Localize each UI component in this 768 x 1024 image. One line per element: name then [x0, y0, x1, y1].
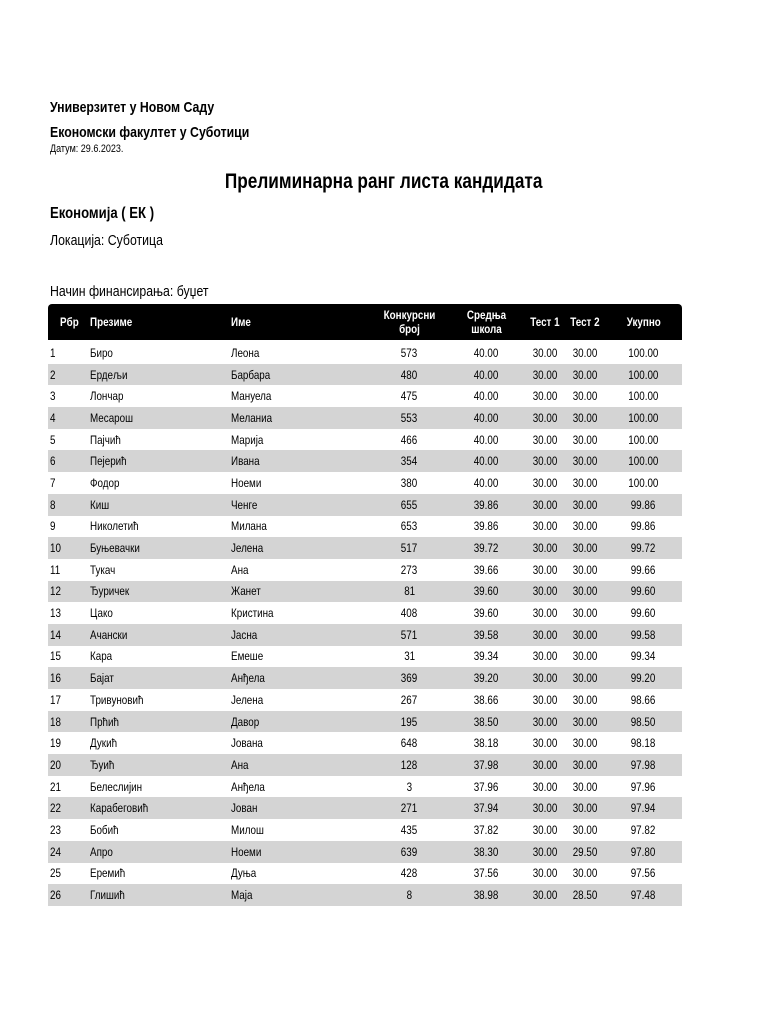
col-header-application-number: Конкурсни број	[371, 304, 448, 340]
cell-surname: Цако	[90, 606, 113, 621]
study-program: Економија ( ЕК )	[50, 205, 155, 222]
cell-surname: Еремић	[90, 866, 126, 881]
table-row	[48, 385, 682, 407]
cell-application-number: 369	[371, 667, 448, 689]
cell-high-school: 37.82	[474, 822, 499, 837]
cell-total: 99.60	[605, 581, 682, 603]
cell-name: Меланиа	[231, 407, 371, 429]
cell-name: Леона	[231, 345, 260, 360]
cell-surname: Кара	[90, 649, 113, 664]
cell-high-school: 40.00	[448, 450, 525, 472]
cell-high-school: 37.96	[474, 779, 499, 794]
cell-test2: 30.00	[565, 754, 605, 776]
cell-total: 99.66	[631, 562, 656, 577]
cell-high-school: 40.00	[474, 345, 499, 360]
table-row	[48, 494, 682, 516]
cell-surname: Пејерић	[90, 450, 231, 472]
col-header-test1: Тест 1	[525, 304, 565, 340]
table-row	[48, 602, 682, 624]
cell-test1: 30.00	[532, 345, 558, 360]
cell-application-number: 435	[401, 822, 418, 837]
cell-total: 97.96	[631, 779, 656, 794]
cell-high-school: 39.86	[474, 519, 499, 534]
table-row	[48, 797, 682, 819]
cell-total: 97.48	[605, 884, 682, 906]
cell-application-number: 639	[371, 841, 448, 863]
cell-rank: 17	[50, 692, 61, 707]
cell-test2: 30.00	[572, 779, 598, 794]
table-row	[48, 450, 682, 472]
cell-total: 100.00	[628, 389, 659, 404]
cell-test1: 30.00	[532, 389, 558, 404]
cell-application-number: 31	[404, 649, 415, 664]
cell-high-school: 39.72	[448, 537, 525, 559]
cell-high-school: 40.00	[448, 407, 525, 429]
cell-name: Емеше	[231, 649, 264, 664]
cell-surname: Ердељи	[90, 364, 231, 386]
cell-total: 100.00	[628, 475, 659, 490]
cell-surname: Бајат	[90, 667, 231, 689]
cell-high-school: 37.94	[448, 797, 525, 819]
cell-rank: 23	[50, 822, 61, 837]
cell-rank: 20	[48, 754, 90, 776]
cell-application-number: 380	[401, 475, 418, 490]
cell-surname: Ђуић	[90, 754, 231, 776]
cell-total: 99.34	[631, 649, 656, 664]
cell-test2: 30.00	[572, 475, 598, 490]
cell-test1: 30.00	[525, 624, 565, 646]
table-row	[48, 407, 682, 429]
cell-test2: 30.00	[565, 711, 605, 733]
cell-test2: 30.00	[572, 692, 598, 707]
cell-total: 97.98	[605, 754, 682, 776]
cell-application-number: 648	[401, 736, 418, 751]
cell-name: Ивана	[231, 450, 371, 472]
cell-name: Жанет	[231, 581, 371, 603]
col-header-high-school: Средња школа	[448, 304, 525, 340]
cell-test1: 30.00	[532, 822, 558, 837]
cell-rank: 18	[48, 711, 90, 733]
cell-high-school: 38.50	[448, 711, 525, 733]
table-row	[48, 581, 682, 603]
table-row	[48, 516, 682, 538]
cell-name: Анђела	[231, 667, 371, 689]
cell-application-number: 81	[371, 581, 448, 603]
cell-total: 100.00	[628, 345, 659, 360]
table-row	[48, 624, 682, 646]
col-header-name: Име	[231, 304, 371, 340]
cell-name: Давор	[231, 711, 371, 733]
cell-total: 97.82	[631, 822, 656, 837]
cell-rank: 8	[48, 494, 90, 516]
cell-name: Дуња	[231, 866, 257, 881]
cell-name: Ана	[231, 754, 371, 776]
cell-test2: 30.00	[565, 667, 605, 689]
cell-test1: 30.00	[525, 364, 565, 386]
cell-name: Јелена	[231, 692, 264, 707]
cell-application-number: 428	[401, 866, 418, 881]
cell-rank: 13	[50, 606, 61, 621]
ranking-table	[48, 304, 682, 906]
cell-test1: 30.00	[525, 754, 565, 776]
cell-rank: 4	[48, 407, 90, 429]
cell-name: Маја	[231, 884, 371, 906]
location-label: Локација: Суботица	[50, 232, 163, 249]
cell-test2: 30.00	[572, 432, 598, 447]
cell-test2: 30.00	[565, 624, 605, 646]
cell-high-school: 40.00	[474, 389, 499, 404]
cell-high-school: 39.86	[448, 494, 525, 516]
cell-high-school: 39.20	[448, 667, 525, 689]
cell-application-number: 408	[401, 606, 418, 621]
financing-label: Начин финансирања: буџет	[50, 283, 209, 300]
cell-test1: 30.00	[532, 649, 558, 664]
cell-rank: 11	[50, 562, 61, 577]
cell-high-school: 37.56	[474, 866, 499, 881]
table-row	[48, 776, 682, 798]
cell-surname: Пајчић	[90, 432, 121, 447]
cell-rank: 25	[50, 866, 61, 881]
cell-test1: 30.00	[532, 779, 558, 794]
cell-application-number: 8	[371, 884, 448, 906]
cell-rank: 26	[48, 884, 90, 906]
cell-application-number: 553	[371, 407, 448, 429]
table-row	[48, 646, 682, 668]
cell-test2: 30.00	[565, 494, 605, 516]
table-row	[48, 537, 682, 559]
cell-test1: 30.00	[525, 407, 565, 429]
cell-test2: 30.00	[572, 606, 598, 621]
cell-surname: Дукић	[90, 736, 118, 751]
cell-test2: 30.00	[565, 407, 605, 429]
cell-test1: 30.00	[532, 432, 558, 447]
cell-name: Анђела	[231, 779, 265, 794]
cell-total: 97.94	[605, 797, 682, 819]
cell-name: Јелена	[231, 537, 371, 559]
page-title: Прелиминарна ранг листа кандидата	[225, 170, 543, 193]
cell-total: 99.60	[631, 606, 656, 621]
faculty-name: Економски факултет у Суботици	[50, 124, 250, 141]
cell-surname: Тривуновић	[90, 692, 144, 707]
cell-high-school: 38.98	[448, 884, 525, 906]
cell-surname: Месарош	[90, 407, 231, 429]
cell-total: 100.00	[628, 432, 659, 447]
cell-test2: 30.00	[572, 822, 598, 837]
table-row	[48, 667, 682, 689]
cell-test2: 30.00	[572, 866, 598, 881]
cell-surname: Ачански	[90, 624, 231, 646]
cell-rank: 12	[48, 581, 90, 603]
table-row	[48, 689, 682, 711]
cell-test1: 30.00	[525, 494, 565, 516]
cell-total: 98.66	[631, 692, 656, 707]
cell-name: Барбара	[231, 364, 371, 386]
cell-name: Кристина	[231, 606, 274, 621]
cell-test1: 30.00	[525, 711, 565, 733]
cell-surname: Тукач	[90, 562, 116, 577]
cell-total: 99.86	[605, 494, 682, 516]
cell-surname: Апро	[90, 841, 231, 863]
cell-rank: 19	[50, 736, 61, 751]
cell-test2: 30.00	[572, 736, 598, 751]
cell-total: 97.56	[631, 866, 656, 881]
cell-surname: Белеслијин	[90, 779, 143, 794]
cell-rank: 10	[48, 537, 90, 559]
cell-test2: 29.50	[565, 841, 605, 863]
cell-surname: Глишић	[90, 884, 231, 906]
cell-high-school: 40.00	[448, 364, 525, 386]
cell-high-school: 39.60	[448, 581, 525, 603]
cell-total: 99.58	[605, 624, 682, 646]
cell-application-number: 653	[401, 519, 418, 534]
cell-name: Јован	[231, 797, 371, 819]
cell-high-school: 38.66	[474, 692, 499, 707]
table-row	[48, 364, 682, 386]
cell-test2: 30.00	[572, 649, 598, 664]
cell-high-school: 39.66	[474, 562, 499, 577]
table-row	[48, 884, 682, 906]
cell-test2: 30.00	[565, 537, 605, 559]
cell-high-school: 40.00	[474, 432, 499, 447]
cell-total: 100.00	[605, 450, 682, 472]
cell-surname: Киш	[90, 494, 231, 516]
cell-test1: 30.00	[525, 797, 565, 819]
cell-test2: 30.00	[565, 450, 605, 472]
cell-rank: 21	[50, 779, 61, 794]
cell-rank: 6	[48, 450, 90, 472]
table-row	[48, 340, 682, 364]
cell-test2: 30.00	[572, 389, 598, 404]
cell-surname: Бобић	[90, 822, 119, 837]
cell-test1: 30.00	[532, 692, 558, 707]
cell-application-number: 267	[401, 692, 418, 707]
table-row	[48, 732, 682, 754]
cell-rank: 5	[50, 432, 56, 447]
cell-application-number: 271	[371, 797, 448, 819]
cell-test2: 30.00	[565, 581, 605, 603]
cell-name: Јасна	[231, 624, 371, 646]
cell-test2: 28.50	[565, 884, 605, 906]
cell-total: 100.00	[605, 407, 682, 429]
cell-test1: 30.00	[532, 519, 558, 534]
cell-rank: 15	[50, 649, 61, 664]
cell-rank: 16	[48, 667, 90, 689]
table-body	[48, 340, 682, 906]
cell-surname: Ђуричек	[90, 581, 231, 603]
cell-total: 99.20	[605, 667, 682, 689]
cell-high-school: 37.98	[448, 754, 525, 776]
cell-name: Милош	[231, 822, 264, 837]
cell-application-number: 655	[371, 494, 448, 516]
cell-rank: 22	[48, 797, 90, 819]
table-row	[48, 559, 682, 581]
cell-name: Ноеми	[231, 841, 371, 863]
cell-test1: 30.00	[525, 450, 565, 472]
cell-application-number: 573	[401, 345, 418, 360]
cell-name: Марија	[231, 432, 264, 447]
cell-rank: 3	[50, 389, 56, 404]
cell-high-school: 39.34	[474, 649, 499, 664]
cell-test1: 30.00	[525, 884, 565, 906]
cell-test2: 30.00	[572, 562, 598, 577]
cell-test2: 30.00	[572, 519, 598, 534]
cell-application-number: 571	[371, 624, 448, 646]
cell-high-school: 39.60	[474, 606, 499, 621]
cell-rank: 2	[48, 364, 90, 386]
cell-test1: 30.00	[532, 606, 558, 621]
cell-high-school: 40.00	[474, 475, 499, 490]
cell-application-number: 354	[371, 450, 448, 472]
document-date: Датум: 29.6.2023.	[50, 143, 124, 155]
university-name: Универзитет у Новом Саду	[50, 99, 215, 116]
cell-test1: 30.00	[525, 537, 565, 559]
table-row	[48, 863, 682, 885]
cell-surname: Буњевачки	[90, 537, 231, 559]
cell-high-school: 39.58	[448, 624, 525, 646]
cell-name: Милана	[231, 519, 267, 534]
cell-high-school: 38.30	[448, 841, 525, 863]
col-header-test2: Тест 2	[565, 304, 605, 340]
cell-application-number: 3	[406, 779, 413, 794]
cell-test1: 30.00	[525, 667, 565, 689]
cell-rank: 7	[50, 475, 56, 490]
table-row	[48, 711, 682, 733]
cell-total: 98.50	[605, 711, 682, 733]
table-header	[48, 304, 682, 340]
cell-application-number: 475	[401, 389, 418, 404]
cell-rank: 14	[48, 624, 90, 646]
table-row	[48, 754, 682, 776]
cell-surname: Лончар	[90, 389, 124, 404]
cell-application-number: 273	[401, 562, 418, 577]
cell-test1: 30.00	[532, 866, 558, 881]
cell-surname: Николетић	[90, 519, 139, 534]
cell-name: Ченге	[231, 494, 371, 516]
cell-application-number: 466	[401, 432, 418, 447]
cell-name: Јована	[231, 736, 263, 751]
cell-application-number: 128	[371, 754, 448, 776]
cell-total: 100.00	[605, 364, 682, 386]
table-row	[48, 819, 682, 841]
cell-surname: Биро	[90, 345, 113, 360]
cell-surname: Прћић	[90, 711, 231, 733]
col-header-rank: Рбр	[48, 304, 90, 340]
cell-name: Ана	[231, 562, 249, 577]
cell-name: Ноеми	[231, 475, 262, 490]
cell-test1: 30.00	[525, 841, 565, 863]
cell-total: 98.18	[631, 736, 656, 751]
cell-test1: 30.00	[525, 581, 565, 603]
cell-test1: 30.00	[532, 736, 558, 751]
cell-test1: 30.00	[532, 475, 558, 490]
cell-application-number: 480	[371, 364, 448, 386]
cell-test2: 30.00	[565, 364, 605, 386]
cell-surname: Карабеговић	[90, 797, 231, 819]
cell-rank: 1	[50, 345, 56, 360]
cell-total: 97.80	[605, 841, 682, 863]
cell-surname: Фодор	[90, 475, 120, 490]
cell-high-school: 38.18	[474, 736, 499, 751]
table-row	[48, 841, 682, 863]
col-header-surname: Презиме	[90, 304, 231, 340]
cell-application-number: 195	[371, 711, 448, 733]
cell-test1: 30.00	[532, 562, 558, 577]
cell-test2: 30.00	[565, 797, 605, 819]
cell-test2: 30.00	[572, 345, 598, 360]
cell-name: Мануела	[231, 389, 272, 404]
cell-total: 99.72	[605, 537, 682, 559]
cell-rank: 24	[48, 841, 90, 863]
table-row	[48, 429, 682, 451]
cell-rank: 9	[50, 519, 56, 534]
table-row	[48, 472, 682, 494]
cell-application-number: 517	[371, 537, 448, 559]
col-header-total: Укупно	[605, 304, 682, 340]
cell-total: 99.86	[631, 519, 656, 534]
